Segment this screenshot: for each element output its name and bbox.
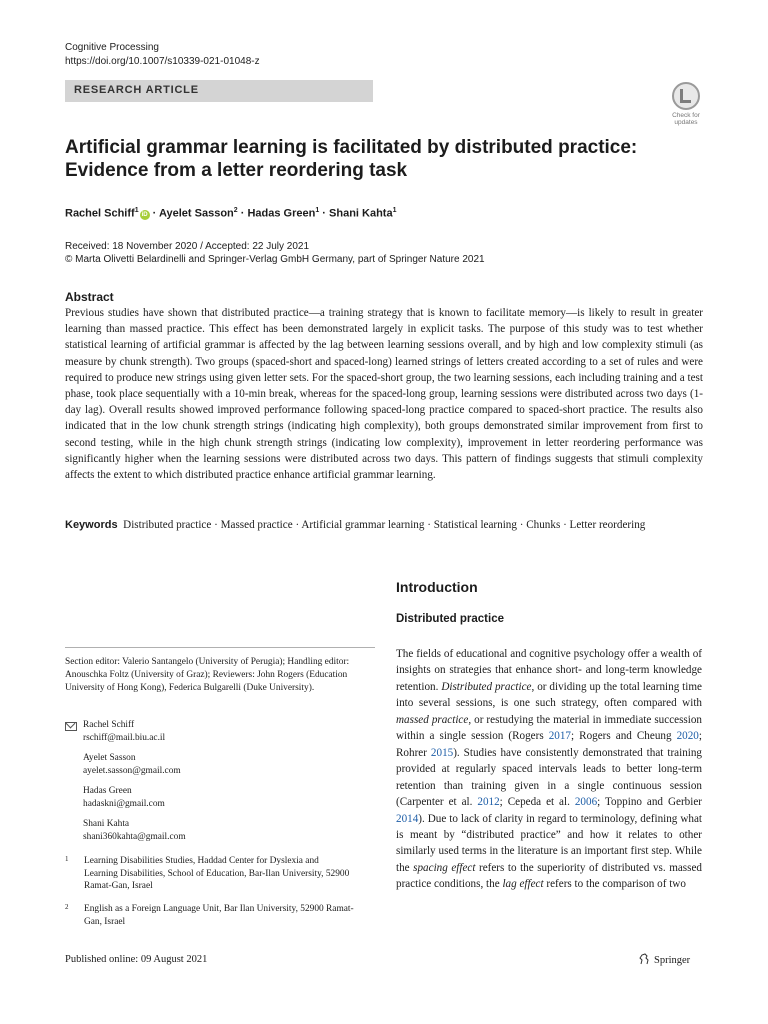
check-updates-icon bbox=[672, 82, 700, 110]
body-text: refers to the superiority of distributed vs. massed practice conditions, the bbox=[396, 861, 702, 891]
author-affiliation-mark: 2 bbox=[233, 207, 238, 214]
article-title bbox=[65, 136, 685, 182]
title-line-2: Evidence from a letter reordering task bbox=[65, 160, 408, 181]
introduction-paragraph bbox=[396, 646, 702, 893]
affiliation-text: Learning Disabilities Studies, Haddad Center for Dyslexia and Learning Disabilities, School of Education, Bar-Ilan University, 52900 Ramat-Gan, Israel bbox=[84, 856, 350, 892]
keywords-label: Keywords bbox=[65, 519, 118, 531]
abstract-text: Previous studies have shown that distributed practice—a training strategy that is known to facilitate memory—is likely to result in greater learning than massed practice. This effect has been demonstrated largely in explicit tasks. The purpose of this study was to test whether statistical learning of artificial grammar is affected by the lag between learning sessions overall, and by high and low complexity stimuli (as measure by chunk strength). Two groups (spaced-short and spaced-long) learned strings of letters created according to a set of rules and were required to produce new strings using given letter sets. For the spaced-short group, the two learning sessions, each including training and a test phase, took place sequentially with a 10-min break, whereas for the spaced-long group, learning sessions were distributed across two days (1-day lag). Overall results showed improved performance following spaced-long practice compared to spaced-short practice. The results also indicated that in the low chunk strength strings (indicating high complexity), both groups demonstrated similar improvement from first to second testing, while in the high chunk strength strings (indicating low complexity), improvement in letter reordering performance was significantly higher when the learning sessions were distributed across two days. This pattern of findings suggests that stimuli complexity affects the extent to which distributed practice enhance artificial grammar learning. bbox=[65, 307, 703, 482]
contact-email[interactable]: ayelet.sasson@gmail.com bbox=[83, 765, 181, 776]
article-type-label: RESEARCH ARTICLE bbox=[74, 84, 199, 96]
contact-name: Rachel Schiff bbox=[83, 720, 135, 730]
italic-term: Distributed practice bbox=[441, 680, 532, 693]
body-text: ). Due to lack of clarity in regard to terminology, defining what is meant by “distributed practice” and how it relates to other similarly used terms in the literature is an important first step. While the bbox=[396, 812, 702, 874]
body-text: ; Toppino and Gerbier bbox=[597, 796, 702, 809]
author-name[interactable]: Rachel Schiff bbox=[65, 207, 135, 220]
body-text: , or dividing up the total learning time into several sessions, is one such strategy, often compared with bbox=[396, 680, 702, 710]
author-name[interactable]: Hadas Green bbox=[247, 207, 316, 220]
contact-entry bbox=[83, 818, 186, 843]
journal-name: Cognitive Processing bbox=[65, 42, 159, 53]
check-updates-line2: updates bbox=[674, 119, 698, 126]
citation-link[interactable]: 2014 bbox=[396, 812, 419, 825]
footnote-divider bbox=[65, 647, 375, 648]
editor-note: Section editor: Valerio Santangelo (University of Perugia); Handling editor: Anouschka Foltz (University of Graz); Reviewers: John Rogers (Education University of Hong Kong), Federica Bulgarelli (Duke University). bbox=[65, 657, 350, 693]
author-separator: · bbox=[319, 207, 330, 220]
received-dates: Received: 18 November 2020 / Accepted: 22 July 2021 bbox=[65, 241, 310, 252]
contact-entry bbox=[83, 785, 165, 810]
body-text: ; Rohrer bbox=[396, 730, 702, 759]
keywords-text: Distributed practice · Massed practice · Artificial grammar learning · Statistical learning · Chunks · Letter reordering bbox=[123, 519, 646, 531]
contact-name: Ayelet Sasson bbox=[83, 753, 136, 763]
affiliation-text: English as a Foreign Language Unit, Bar Ilan University, 52900 Ramat-Gan, Israel bbox=[84, 904, 354, 927]
doi-link[interactable]: https://doi.org/10.1007/s10339-021-01048-z bbox=[65, 56, 260, 67]
copyright-notice: © Marta Olivetti Belardinelli and Springer-Verlag GmbH Germany, part of Springer Nature 2021 bbox=[65, 254, 485, 265]
author-separator: · bbox=[237, 207, 248, 220]
body-text: refers to the comparison of two bbox=[546, 878, 686, 891]
affiliation-number: 2 bbox=[65, 903, 69, 911]
citation-link[interactable]: 2020 bbox=[676, 730, 699, 743]
body-text: , or restudying the material in immediate succession within a single session (Rogers bbox=[396, 713, 702, 743]
affiliation-number: 1 bbox=[65, 855, 69, 863]
contact-entry bbox=[83, 719, 165, 744]
citation-link[interactable]: 2015 bbox=[430, 746, 454, 759]
contact-name: Hadas Green bbox=[83, 786, 132, 796]
body-text: ; Rogers and Cheung bbox=[571, 730, 672, 743]
author-affiliation-mark: 1 bbox=[315, 207, 320, 214]
keywords-block bbox=[65, 517, 703, 533]
check-for-updates-badge[interactable] bbox=[664, 82, 708, 124]
check-updates-line1: Check for bbox=[672, 112, 700, 119]
published-date: Published online: 09 August 2021 bbox=[65, 954, 208, 965]
body-text: ). Studies have consistently demonstrated that training provided at regularly spaced intervals leads to better long-term retention than training given in a single continuous session (Carpenter et al. bbox=[396, 746, 702, 809]
article-type-banner bbox=[65, 80, 373, 102]
citation-link[interactable]: 2017 bbox=[548, 730, 571, 743]
author-list bbox=[65, 204, 397, 221]
mail-icon bbox=[65, 722, 77, 731]
contact-email[interactable]: hadaskni@gmail.com bbox=[83, 798, 165, 809]
author-separator: · bbox=[149, 207, 159, 220]
contact-email[interactable]: shani360kahta@gmail.com bbox=[83, 831, 186, 842]
author-affiliation-mark: 1 bbox=[134, 207, 139, 214]
author-name[interactable]: Ayelet Sasson bbox=[158, 207, 234, 220]
contact-email[interactable]: rschiff@mail.biu.ac.il bbox=[83, 732, 166, 743]
body-text: ; Cepeda et al. bbox=[499, 796, 570, 809]
italic-term: massed practice bbox=[396, 713, 469, 726]
contact-entry bbox=[83, 752, 181, 777]
author-name[interactable]: Shani Kahta bbox=[329, 207, 393, 220]
italic-term: spacing effect bbox=[413, 861, 476, 874]
contact-name: Shani Kahta bbox=[83, 819, 130, 829]
publisher-name: Springer bbox=[654, 955, 691, 966]
abstract-heading: Abstract bbox=[65, 290, 114, 304]
subsection-heading: Distributed practice bbox=[396, 613, 504, 625]
citation-link[interactable]: 2006 bbox=[574, 796, 598, 809]
author-affiliation-mark: 1 bbox=[392, 207, 397, 214]
italic-term: lag effect bbox=[502, 878, 544, 891]
orcid-icon[interactable]: iD bbox=[141, 211, 148, 218]
citation-link[interactable]: 2012 bbox=[477, 796, 500, 809]
section-heading-introduction: Introduction bbox=[396, 579, 478, 595]
publisher-logo bbox=[638, 953, 690, 966]
title-line-1: Artificial grammar learning is facilitated by distributed practice: bbox=[65, 137, 638, 158]
springer-horse-icon bbox=[638, 953, 650, 965]
body-text: The fields of educational and cognitive psychology offer a wealth of insights on strategies that enhance short- and long-term knowledge retention. bbox=[396, 648, 702, 693]
